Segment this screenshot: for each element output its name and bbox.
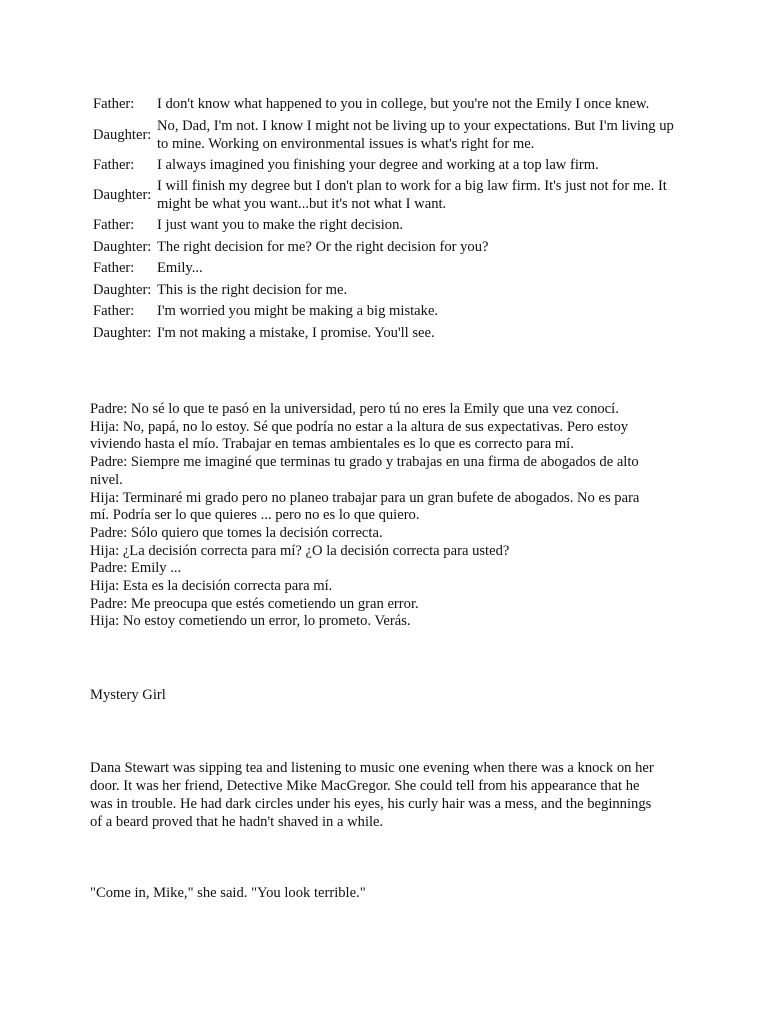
dialogue-line: No, Dad, I'm not. I know I might not be living up to your expectations. But I'm living up to mine. Working on environmental issues is what's right for me. [157, 117, 674, 152]
dialogue-line: Emily... [157, 260, 203, 276]
dialogue-row [93, 238, 683, 256]
translation-line: Padre: Siempre me imaginé que terminas tu grado y trabajas en una firma de abogados de alto [90, 454, 639, 471]
dialogue-row [93, 302, 683, 320]
speaker-label: Father: [93, 96, 135, 112]
translation-line: Padre: Sólo quiero que tomes la decisión correcta. [90, 524, 383, 541]
dialogue-row [93, 259, 683, 277]
dialogue-line: I'm not making a mistake, I promise. You'll see. [157, 324, 435, 341]
dialogue-row [93, 95, 683, 113]
story-title: Mystery Girl [90, 687, 166, 703]
dialogue-line: I just want you to make the right decision. [157, 217, 404, 233]
dialogue-line: I will finish my degree but I don't plan to work for a big law firm. It's just not for me. It might be what you want...but it's not what I want. [157, 178, 667, 212]
dialogue-row [93, 216, 683, 234]
translation-line: nivel. [90, 471, 123, 488]
dialogue-row [93, 324, 683, 342]
spanish-translation [90, 401, 680, 631]
translation-line: mí. Podría ser lo que quieres ... pero no es lo que quiero. [90, 507, 420, 524]
paragraph-line: was in trouble. He had dark circles under his eyes, his curly hair was a mess, and the beginnings [90, 796, 652, 812]
speaker-label: Daughter: [93, 187, 152, 203]
dialogue-row [93, 177, 683, 213]
story-paragraph [90, 759, 680, 831]
translation-line: Hija: Esta es la decisión correcta para mí. [90, 578, 333, 595]
paragraph-line: Dana Stewart was sipping tea and listening to music one evening when there was a knock on her [90, 760, 654, 776]
dialogue-line: I'm worried you might be making a big mistake. [157, 303, 439, 319]
story-quote: "Come in, Mike," she said. "You look terrible." [90, 885, 366, 901]
dialogue-row [93, 281, 683, 299]
translation-line: Padre: Me preocupa que estés cometiendo un gran error. [90, 595, 419, 612]
speaker-label: Daughter: [93, 324, 152, 341]
speaker-label: Daughter: [93, 238, 152, 255]
dialogue-row [93, 117, 683, 153]
speaker-label: Father: [93, 260, 135, 276]
dialogue-row [93, 156, 683, 174]
dialogue-line: This is the right decision for me. [157, 281, 348, 298]
translation-line: Hija: No, papá, no lo estoy. Sé que podría no estar a la altura de sus expectativas. Pero estoy [90, 418, 629, 435]
translation-line: Hija: No estoy cometiendo un error, lo prometo. Verás. [90, 613, 411, 630]
paragraph-line: of a beard proved that he hadn't shaved in a while. [90, 814, 384, 830]
translation-line: Hija: ¿La decisión correcta para mí? ¿O la decisión correcta para usted? [90, 542, 510, 559]
translation-line: Padre: Emily ... [90, 560, 182, 577]
dialogue-line: I always imagined you finishing your degree and working at a top law firm. [157, 156, 599, 173]
translation-line: Padre: No sé lo que te pasó en la universidad, pero tú no eres la Emily que una vez conocí. [90, 401, 619, 417]
translation-line: Hija: Terminaré mi grado pero no planeo trabajar para un gran bufete de abogados. No es para [90, 489, 640, 506]
speaker-label: Father: [93, 303, 135, 319]
translation-line: viviendo hasta el mío. Trabajar en temas ambientales es lo que es correcto para mí. [90, 436, 574, 453]
dialogue-table [93, 95, 683, 345]
speaker-label: Daughter: [93, 126, 152, 143]
dialogue-line: I don't know what happened to you in college, but you're not the Emily I once knew. [157, 96, 650, 112]
dialogue-line: The right decision for me? Or the right decision for you? [157, 238, 489, 255]
paragraph-line: door. It was her friend, Detective Mike MacGregor. She could tell from his appearance that he [90, 778, 640, 794]
speaker-label: Father: [93, 217, 135, 233]
speaker-label: Father: [93, 156, 135, 173]
speaker-label: Daughter: [93, 281, 152, 298]
